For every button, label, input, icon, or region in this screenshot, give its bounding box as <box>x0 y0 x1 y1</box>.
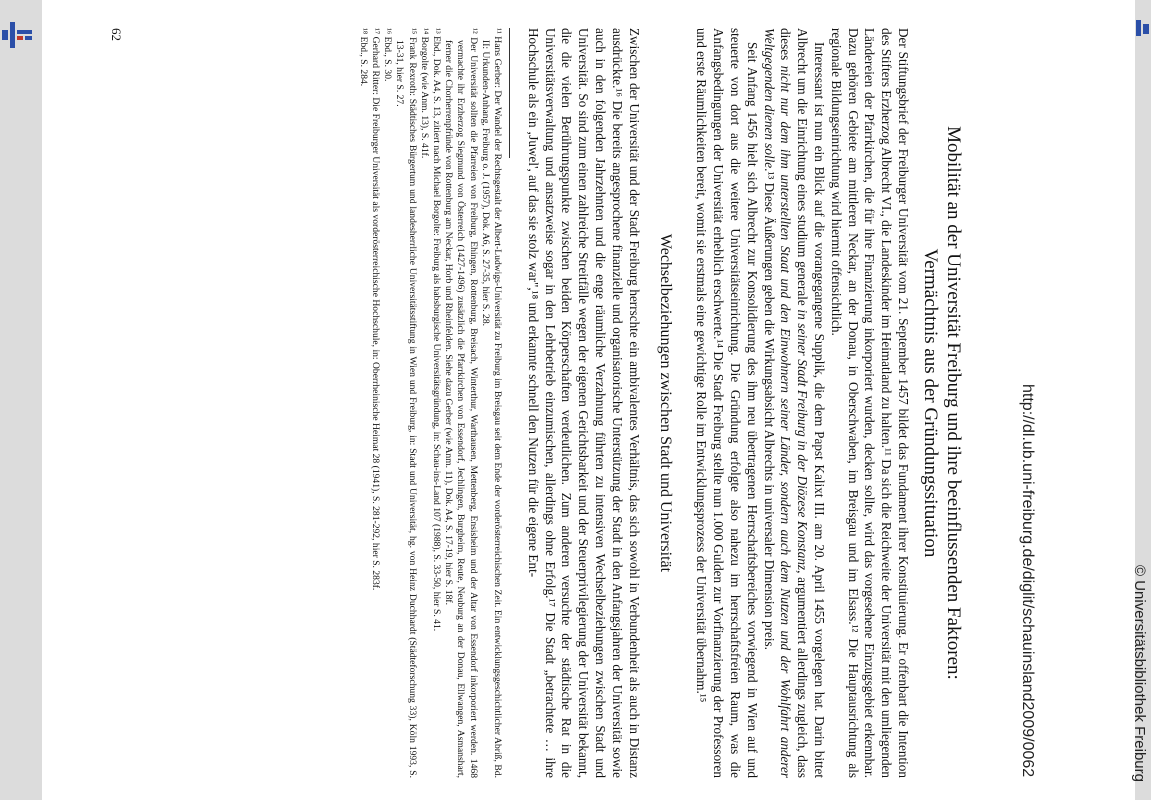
page-content <box>357 28 965 778</box>
paragraph-2-text-a: Interessant ist nun ein Blick auf die vorangegangene Supplik, die dem Papst Kalixt III. am 20. April 1455 vorgelegen hat. Darin bittet Albrecht um die Einrichtung eines studium generale <box>795 28 828 778</box>
scanner-margin-left <box>0 0 42 800</box>
paragraph-2-text-c: .¹³ Diese Äußerungen geben die Wirkungsabsicht Albrechts in universaler Dimension preis. <box>761 168 777 650</box>
paragraph-2-emphasis-2: nicht nur dem ihm unterstellten Staat und den Einwohnern seiner Länder, sondern auch dem Nutzen und der Wohlfahrt anderer Weltgegenden dienen solle <box>761 28 794 778</box>
viewer-marker-icon-right <box>1136 18 1150 40</box>
footnote: ¹⁵ Frank Rexroth: Städtisches Bürgertum und landesherrliche Universitätsstiftung in Wien und Freiburg, in: Stadt und Universität, hg. von Heinz Duchhardt (Städteforschung 33), Köln 1993, S. 13-31, hier S. 27. <box>394 28 418 778</box>
copyright-notice: © Universitätsbibliothek Freiburg <box>1131 565 1148 782</box>
footnote: ¹¹ Hans Gerber: Der Wandel der Rechtsgestalt der Albert-Ludwigs-Universität zu Freiburg im Breisgau seit dem Ende der vorderösterreichischen Zeit. Ein entwicklungsgeschichtlicher Abriß, Bd. II: Urkunden-Anhang, Freiburg o. J. (1957), Dok. A6, S. 27-35, hier S. 28. <box>479 28 504 778</box>
paragraph-4: Zwischen der Universität und der Stadt Freiburg herrschte ein ambivalentes Verhältnis, das sich sowohl in Verbundenheit als auch in Distanz ausdrückte.¹⁶ Die bereits angesprochene finanzielle und organisatorische Unterstützung der Stadt in den Anfangsjahren der Universität sowie auch in den folgenden Jahrzehnten und die enge räumliche Verzahnung führten zu intensiven Wechselbeziehungen zwischen Stadt und Universität. So sind zum einen zahlreiche Streitfälle wegen der eigenen Gerichtsbarkeit und der Steuerprivilegierung der Universität bekannt, die die vielen Berührungspunkte zwischen beiden Körperschaften verdeutlichen. Zum anderen versuchte der städtische Rat in die Universitätsverwaltung und ansatzweise sogar in den Lehrbetrieb einzumischen, allerdings ohne Erfolg.¹⁷ Die Stadt „betrachtete … ihre Hochschule als ein ‚Juwel', auf das sie stolz war",¹⁸ und erkannte schnell den Nutzen für die eigene Ent- <box>525 28 642 778</box>
paragraph-1: Der Stiftungsbrief der Freiburger Universität vom 21. September 1457 bildet das Fundament ihrer Konstituierung. Er offenbart die Intention des Stifters Erzherzog Albrecht VI., die Landeskinder im Heimatland zu halten.¹¹ Da sich die Reichweite der Universität mit den umliegenden Ländereien der Pfarrkirchen, die für ihre Finanzierung inkorporiert wurden, decken sollte, wird das vorgesehene Einzugsgebiet erkennbar. Dazu gehören Gebiete am mittleren Neckar, an der Donau, in Oberschwaben, im Breisgau und im Elsass.¹² Die Hauptausrichtung als regionale Bildungseinrichtung wird hiermit offensichtlich. <box>828 28 911 778</box>
footnote: ¹⁷ Gerhard Ritter: Die Freiburger Universität als vorderösterreichische Hochschule, in: Oberrheinische Heimat 28 (1941), S. 281-292, hier S. 283f. <box>370 28 382 591</box>
footnote-divider <box>509 28 510 158</box>
footnote: ¹⁸ Ebd., S. 284. <box>357 28 369 87</box>
paragraph-2-text-b: , argumentiert allerdings zugleich, dass dieses <box>778 28 811 778</box>
paragraph-3: Seit Anfang 1456 hielt sich Albrecht zur Konsolidierung des ihm neu übertragenen Herrschaftsbereiches vorwiegend in Wien auf und steuerte von dort aus die weitere Universitätseinrichtung. Die Gründung erfolgte also nahezu im herrschaftsfreien Raum, was die Anfangsbedingungen der Universität erheblich erschwerte.¹⁴ Die Stadt Freiburg stellte nun 1.000 Gulden zur Vorfinanzierung der Professoren und erste Räumlichkeiten bereit, womit sie erstmals eine gewichtige Rolle im Entwicklungsprozess der Universität übernahm.¹⁵ <box>694 28 760 778</box>
footnote: ¹² Der Universität sollten die Pfarreien von Freiburg, Ehingen, Rottenburg, Breisach, Winterthur, Warthausen, Mettenberg, Ensisheim und der Altar von Essendorf inkorporiert werden. 1468 vermachte ihr Erzherzog Siegmund von Österreich (1427-1496) zusätzlich die Pfarrkirchen von Essendorf, Jechlingen, Burgheim, Reute, Neuburg an der Donau, Ellwangen, Asmanshart, ferner die Chorherrenpfründe von Rottenburg am Neckar, Horb und Rheinfelden. Siehe dazu Gerber (wie Anm. 11), Dok. A4, S. 17-19, hier S. 18f. <box>443 28 479 778</box>
title-line-2: Vermächtnis aus der Gründungssituation <box>920 248 941 558</box>
paragraph-2-emphasis-1: in seiner Stadt Freiburg in der Diözese Konstanz <box>795 309 811 571</box>
paragraph-2 <box>760 28 827 778</box>
page-number: 62 <box>109 28 124 41</box>
viewer-marker-icon-left <box>0 22 34 50</box>
article-title <box>919 28 965 778</box>
title-line-1: Mobilität an der Universität Freiburg und ihre beeinflussenden Faktoren: <box>943 126 964 680</box>
footnote: ¹⁶ Ebd., S. 30. <box>382 28 394 82</box>
section-heading: Wechselbeziehungen zwischen Stadt und Universität <box>656 233 674 573</box>
footnote: ¹⁴ Borgolte (wie Anm. 13), S. 41f. <box>418 28 430 159</box>
scanned-page-viewport <box>88 0 998 798</box>
scanned-page <box>88 0 998 798</box>
document-url[interactable]: http://dl.ub.uni-freiburg.de/diglit/schauinsland2009/0062 <box>1019 384 1036 778</box>
footnote: ¹³ Ebd., Dok. A4, S. 13, zitiert nach Michael Borgolte: Freiburg als habsburgische Universitätsgründung, in: Schau-ins-Land 107 (1988), S. 33-50, hier S. 41. <box>431 28 443 632</box>
footnotes <box>357 28 503 778</box>
